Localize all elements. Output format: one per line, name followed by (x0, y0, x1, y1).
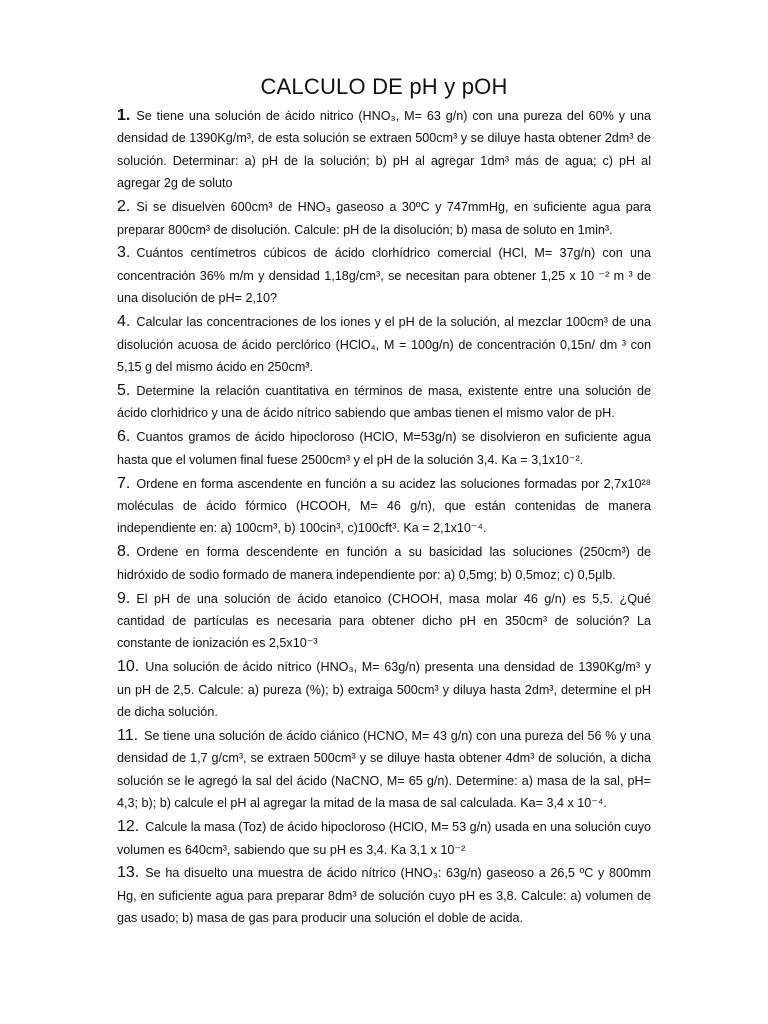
problem-3 (117, 242, 651, 309)
problem-5 (117, 380, 651, 425)
problem-11 (117, 725, 651, 815)
problem-text: Cuántos centímetros cúbicos de ácido clorhídrico comercial (HCl, M= 37g/n) con una concentración 36% m/m y densidad 1,18g/cm³, se necesitan para obtener 1,25 x 10 ⁻² m ³ de una disolución de pH= 2,10? (117, 246, 651, 306)
problem-number: 1. (117, 107, 131, 124)
problem-text: Cuantos gramos de ácido hipocloroso (HClO, M=53g/n) se disolvieron en suficiente agua hasta que el volumen final fuese 2500cm³ y el pH de la solución 3,4. Ka = 3,1x10⁻². (117, 430, 651, 467)
problem-text: Se tiene una solución de ácido ciánico (HCNO, M= 43 g/n) con una pureza del 56 % y una densidad de 1,7 g/cm³, se extraen 500cm³ y se diluye hasta obtener 4dm³ de solución, a dicha solución se le agregó la sal del ácido (NaCNO, M= 65 g/n). Determine: a) masa de la sal, pH= 4,3; b); b) calcule el pH al agregar la mitad de la masa de sal calculada. Ka= 3,4 x 10⁻⁴. (117, 728, 651, 811)
problem-13 (117, 862, 651, 929)
problem-number: 11. (117, 726, 139, 744)
problem-text: Calcular las concentraciones de los iones y el pH de la solución, al mezclar 100cm³ de una disolución acuosa de ácido perclórico (HClO₄, M = 100g/n) de concentración 0,15n/ dm ³ con 5,15 g del mismo ácido en 250cm³. (117, 315, 651, 374)
problem-6 (117, 426, 651, 471)
problem-text: Se tiene una solución de ácido nitrico (HNO₃, M= 63 g/n) con una pureza del 60% y una densidad de 1390Kg/m³, de esta solución se extraen 500cm³ y se diluye hasta obtener 2dm³ de solución. Determinar: a) pH de la solución; b) pH al agregar 1dm³ más de agua; c) pH al agregar 2g de soluto (117, 109, 651, 191)
problem-text: Si se disuelven 600cm³ de HNO₃ gaseoso a 30ºC y 747mmHg, en suficiente agua para preparar 800cm³ de disolución. Calcule: pH de la disolución; b) masa de soluto en 1min³. (117, 200, 651, 237)
problem-text: Ordene en forma ascendente en función a su acidez las soluciones formadas por 2,7x10²⁸ moléculas de ácido fórmico (HCOOH, M= 46 g/n), que están contenidas de manera independiente en: a) 100cm³, b) 100cin³, c)100cft³. Ka = 2,1x10⁻⁴. (117, 476, 651, 536)
problem-9 (117, 588, 651, 655)
problem-10 (117, 656, 651, 723)
page-title: CALCULO DE pH y pOH (260, 74, 508, 99)
problem-number: 9. (117, 589, 131, 607)
problem-1 (117, 105, 651, 195)
problem-number: 6. (117, 428, 131, 446)
problem-text: Determine la relación cuantitativa en términos de masa, existente entre una solución de ácido clorhidrico y una de ácido nítrico sabiendo que ambas tienen el mismo valor de pH. (117, 383, 651, 421)
problem-text: El pH de una solución de ácido etanoico (CHOOH, masa molar 46 g/n) es 5,5. ¿Qué cantidad de partículas es necesaria para obtener dicho pH en 350cm³ de solución? La constante de ionización es 2,5x10⁻³ (117, 591, 651, 651)
problem-number: 8. (117, 543, 131, 561)
problem-number: 2. (117, 198, 131, 216)
problem-12 (117, 816, 651, 861)
problem-number: 4. (117, 313, 131, 331)
problem-number: 3. (117, 244, 131, 262)
problem-8 (117, 541, 651, 586)
problem-2 (117, 196, 651, 241)
problem-number: 7. (117, 474, 131, 492)
problem-text: Calcule la masa (Toz) de ácido hipocloroso (HClO, M= 53 g/n) usada en una solución cuyo volumen es 640cm³, sabiendo que su pH es 3,4. Ka 3,1 x 10⁻² (117, 820, 652, 857)
problem-text: Ordene en forma descendente en función a su basicidad las soluciones (250cm³) de hidróxido de sodio formado de manera independiente por: a) 0,5mg; b) 0,5moz; c) 0,5μlb. (117, 545, 651, 582)
problem-number: 13. (117, 864, 140, 882)
problem-text: Se ha disuelto una muestra de ácido nítrico (HNO₃: 63g/n) gaseoso a 26,5 ºC y 800mm Hg, en suficiente agua para preparar 8dm³ de solución cuyo pH es 3,8. Calcule: a) volumen de gas usado; b) masa de gas para producir una solución el doble de acida. (117, 866, 651, 926)
problem-4 (117, 311, 651, 378)
problem-number: 10. (117, 658, 140, 676)
problem-7 (117, 473, 651, 540)
problem-number: 12. (117, 818, 140, 836)
problem-number: 5. (117, 381, 131, 399)
problem-text: Una solución de ácido nítrico (HNO₃, M= 63g/n) presenta una densidad de 1390Kg/m³ y un pH de 2,5. Calcule: a) pureza (%); b) extraiga 500cm³ y diluya hasta 2dm³, determine el pH de dicha solución. (117, 660, 651, 720)
